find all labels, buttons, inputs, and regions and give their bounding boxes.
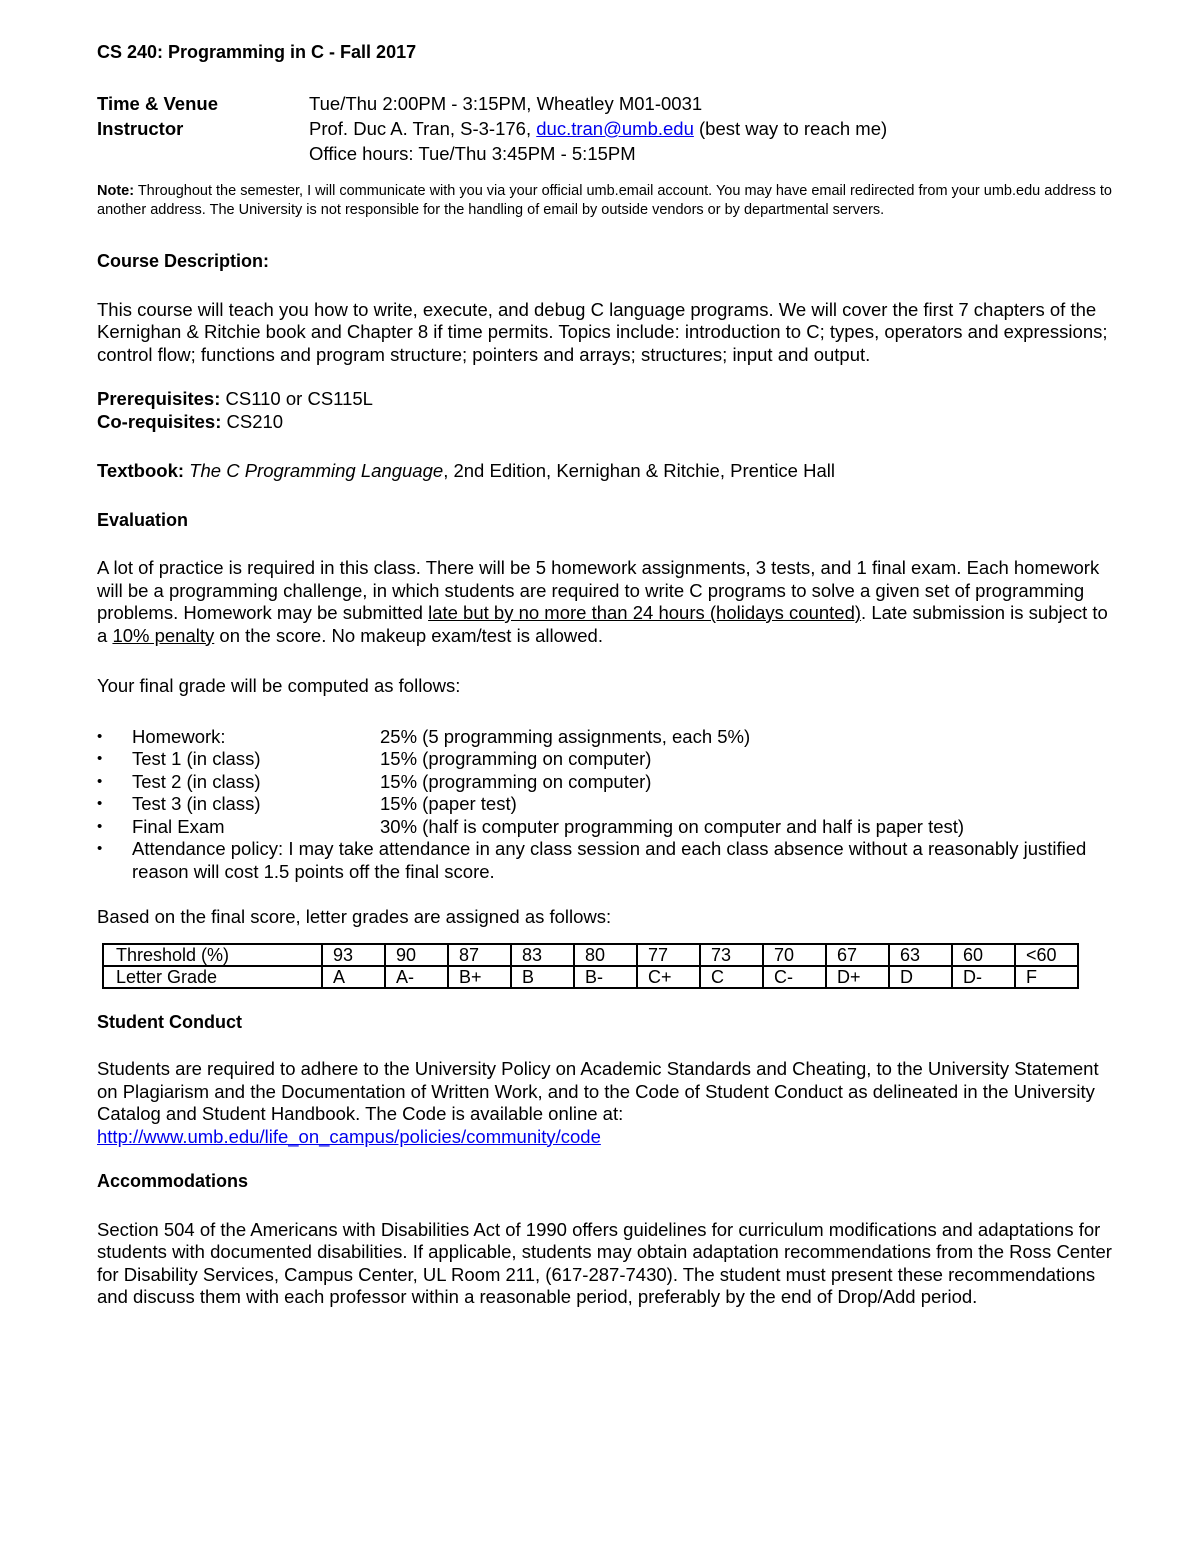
- note-text: Throughout the semester, I will communicate with you via your official umb.email account. You may have email redirected from your umb.edu address to another address. The University is not responsible for the handling of email by outside vendors or by departmental servers.: [97, 183, 1112, 218]
- bullet-icon: •: [97, 795, 103, 812]
- table-cell: 87: [448, 944, 511, 966]
- accommodations-text: Section 504 of the Americans with Disabilities Act of 1990 offers guidelines for curriculum modifications and adaptations for students with documented disabilities. If applicable, students may obtain adaptation recommendations from the Ross Center for Disability Services, Campus Center, UL Room 211, (617-287-7430). The student must present these recommendations and discuss them with each professor within a reasonable period, preferably by the end of Drop/Add period.: [97, 1218, 1112, 1307]
- list-item: • Test 3 (in class) 15% (paper test): [97, 793, 517, 814]
- instructor-name: Prof. Duc A. Tran, S-3-176,: [309, 118, 537, 139]
- bullet-icon: •: [97, 817, 103, 835]
- table-cell: 90: [385, 944, 448, 966]
- corequisites: [97, 411, 1122, 434]
- late-policy: late but by no more than 24 hours (holidays counted): [428, 602, 862, 623]
- student-conduct-heading: Student Conduct: [97, 1011, 242, 1032]
- textbook-title: The C Programming Language: [189, 460, 444, 481]
- bullet-icon: •: [97, 750, 103, 767]
- list-item: • Test 2 (in class) 15% (programming on computer): [97, 770, 652, 792]
- course-description-text: This course will teach you how to write, execute, and debug C language programs. We will cover the first 7 chapters of the Kernighan & Ritchie book and Chapter 8 if time permits. Topics include: introduction to C; types, operators and expressions; control flow; functions and program structure; pointers and arrays; structures; input and output.: [97, 298, 1108, 365]
- table-cell: F: [1015, 966, 1078, 988]
- table-cell: B+: [448, 966, 511, 988]
- table-cell: D: [889, 966, 952, 988]
- table-cell: A-: [385, 966, 448, 988]
- threshold-label: Threshold (%): [103, 944, 322, 966]
- accommodations-heading: Accommodations: [97, 1171, 249, 1191]
- late-penalty: 10% penalty: [112, 624, 215, 646]
- table-cell: 70: [763, 944, 826, 966]
- syllabus-page: [97, 40, 1122, 1309]
- course-description-heading: Course Description:: [97, 251, 270, 271]
- table-row: [103, 944, 1078, 966]
- bullet-icon: •: [97, 840, 103, 857]
- list-item-attendance: • Attendance policy: I may take attendance in any class session and each class absence without a reasonably justified reason will cost 1.5 points off the final score.: [97, 838, 1087, 882]
- table-cell: B-: [574, 966, 637, 988]
- table-cell: <60: [1015, 944, 1078, 966]
- list-item: • Homework: 25% (5 programming assignments, each 5%): [97, 725, 751, 747]
- office-hours: Office hours: Tue/Thu 3:45PM - 5:15PM: [309, 143, 636, 164]
- table-cell: 93: [322, 944, 385, 966]
- table-cell: A: [322, 966, 385, 988]
- student-code-link[interactable]: http://www.umb.edu/life_on_campus/policies/community/code: [97, 1125, 601, 1147]
- instructor-value: [309, 116, 1122, 141]
- time-venue-label: Time & Venue: [97, 93, 218, 114]
- textbook-label: Textbook:: [97, 460, 185, 481]
- bullet-icon: •: [97, 727, 103, 745]
- student-conduct-text: Students are required to adhere to the University Policy on Academic Standards and Cheating, to the University Statement on Plagiarism and the Documentation of Written Work, and to the Code of Student Conduct as delineated in the University Catalog and Student Handbook. The Code is available online at:: [97, 1058, 1099, 1124]
- letter-grade-label: Letter Grade: [103, 966, 322, 988]
- table-cell: D+: [826, 966, 889, 988]
- grade-intro: Your final grade will be computed as follows:: [97, 675, 461, 696]
- table-cell: 83: [511, 944, 574, 966]
- prerequisites-label: Prerequisites:: [97, 388, 221, 409]
- course-info: [97, 91, 1122, 166]
- table-cell: C: [700, 966, 763, 988]
- textbook: [97, 460, 1122, 483]
- instructor-contact-note: (best way to reach me): [693, 118, 888, 139]
- note-label: Note:: [97, 183, 135, 199]
- table-cell: 80: [574, 944, 637, 966]
- bullet-icon: •: [97, 772, 103, 790]
- table-cell: B: [511, 966, 574, 988]
- grade-breakdown-list: [97, 726, 1122, 884]
- corequisites-value: CS210: [221, 410, 284, 432]
- textbook-details: , 2nd Edition, Kernighan & Ritchie, Prentice Hall: [443, 460, 835, 481]
- grade-table: [102, 943, 1079, 989]
- table-cell: 63: [889, 944, 952, 966]
- table-cell: 67: [826, 944, 889, 966]
- prerequisites-value: CS110 or CS115L: [220, 388, 373, 409]
- table-cell: D-: [952, 966, 1015, 988]
- corequisites-label: Co-requisites:: [97, 410, 222, 432]
- office-hours-row: [97, 141, 1122, 166]
- instructor-email-link[interactable]: duc.tran@umb.edu: [536, 118, 694, 139]
- letter-grade-intro: Based on the final score, letter grades are assigned as follows:: [97, 906, 612, 927]
- time-venue-row: [97, 91, 1122, 116]
- table-row: [103, 966, 1078, 988]
- evaluation-text: A lot of practice is required in this class. There will be 5 homework assignments, 3 tests, and 1 final exam. Each homework will be a programming challenge, in which students are required to write C programs to solve a given set of programming problems. Homework may be submitted late but by no more than 24 hours (holidays counted). Late submission is subject to a 10% penalty on the score. No makeup exam/test is allowed.: [97, 557, 1108, 646]
- table-cell: C+: [637, 966, 700, 988]
- instructor-label: Instructor: [97, 118, 184, 139]
- prerequisites: [97, 388, 1122, 411]
- instructor-row: [97, 116, 1122, 141]
- table-cell: 60: [952, 944, 1015, 966]
- evaluation-heading: Evaluation: [97, 509, 189, 530]
- page-title: CS 240: Programming in C - Fall 2017: [97, 42, 417, 62]
- table-cell: 77: [637, 944, 700, 966]
- table-cell: 73: [700, 944, 763, 966]
- email-note: [97, 182, 1122, 220]
- list-item: • Test 1 (in class) 15% (programming on computer): [97, 748, 652, 769]
- time-venue-value: Tue/Thu 2:00PM - 3:15PM, Wheatley M01-0031: [309, 93, 703, 114]
- table-cell: C-: [763, 966, 826, 988]
- list-item: • Final Exam 30% (half is computer programming on computer and half is paper test): [97, 815, 965, 837]
